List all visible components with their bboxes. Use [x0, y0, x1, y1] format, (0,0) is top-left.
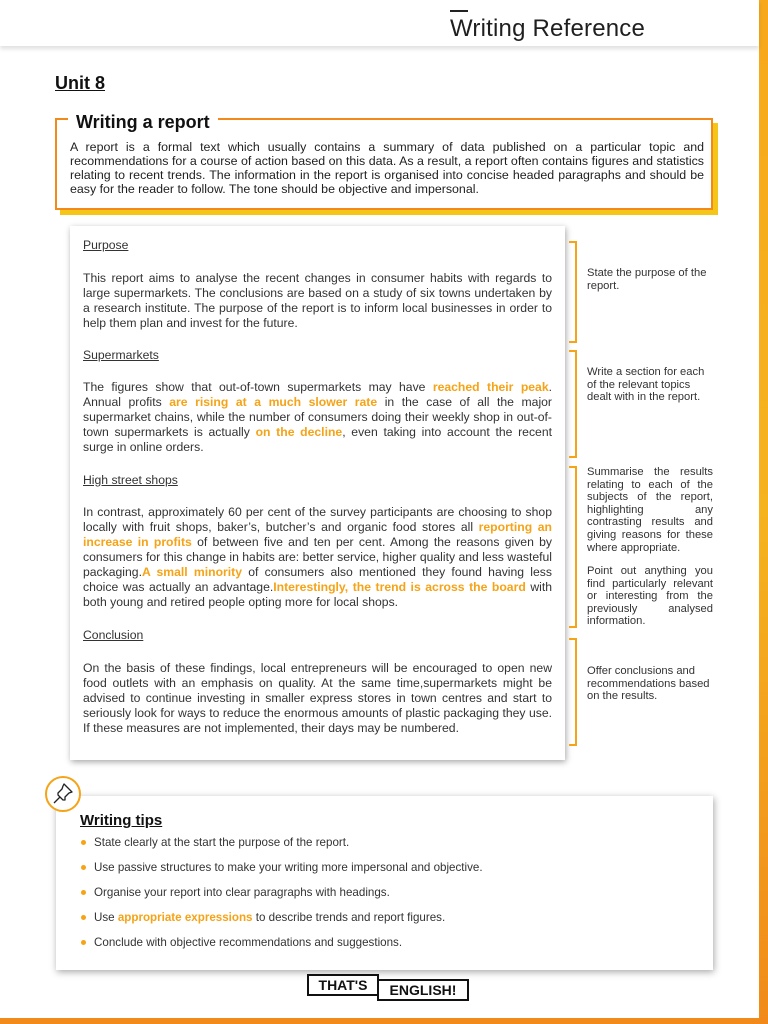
highlight-phrase: are rising at a much slower rate: [169, 395, 378, 409]
header-bar: [0, 0, 759, 46]
tip-item: Use passive structures to make your writing more impersonal and objective.: [94, 861, 483, 874]
supermarkets-text: [83, 380, 552, 455]
tip-bullet: [81, 890, 86, 895]
high-street-text: [83, 505, 552, 610]
header-mark: [450, 10, 468, 12]
pushpin-icon: [45, 776, 81, 812]
supermarkets-heading: Supermarkets: [83, 348, 159, 362]
highlight-phrase: reached their peak: [432, 380, 549, 394]
supermarkets-text-part: in the case of all the major supermarket chains, while the number of consumers doing their weekly shop in out-of-town supermarkets is actually: [83, 395, 552, 439]
supermarkets-text-part: , even taking into account the recent surge in online orders.: [83, 425, 552, 454]
highlight-phrase: appropriate expressions: [117, 911, 253, 924]
tip-item: Organise your report into clear paragraphs with headings.: [94, 886, 390, 899]
highlight-phrase: A small minority: [141, 565, 242, 579]
tip-item: [94, 911, 445, 924]
tip-item: State clearly at the start the purpose of the report.: [94, 836, 350, 849]
tip-bullet: [81, 865, 86, 870]
high-street-text-part: with both young and retired people opting more for local shops.: [83, 580, 552, 609]
purpose-text: This report aims to analyse the recent changes in consumer habits with regards to large supermarkets. The conclusions are based on a study of six towns undertaken by a research institute. The purpose of the report is to inform local businesses in order to help them plan and invest for the future.: [83, 271, 552, 330]
tip-bullet: [81, 940, 86, 945]
conclusion-heading: Conclusion: [83, 628, 144, 642]
note-sections: Write a section for each of the relevant topics dealt with in the report.: [587, 366, 705, 404]
intro-text: A report is a formal text which usually contains a summary of data published on a particular topic and recommendations for a course of action based on this data. As a result, a report often contains figures and statistics relating to recent trends. The information in the report is organised into concise headed paragraphs and should be easy for the reader to follow. The tone should be objective and impersonal.: [70, 140, 704, 196]
tip-bullet: [81, 840, 86, 845]
purpose-heading: Purpose: [83, 238, 129, 252]
logo-word-2: ENGLISH!: [389, 982, 457, 998]
bracket-conclusion: [569, 638, 577, 746]
supermarkets-text-part: . Annual profits: [83, 380, 552, 409]
note-summarise: Summarise the results relating to each of the subjects of the report, highlighting any contrasting results and giving reasons for these where appropriate.: [587, 466, 713, 554]
bracket-sections: [569, 350, 577, 458]
unit-title: Unit 8: [55, 73, 106, 93]
thats-english-logo: [307, 972, 470, 1002]
tip-item-part: Use: [94, 911, 118, 924]
highlight-phrase: Interestingly, the trend is across the board: [273, 580, 526, 594]
high-street-text-part: In contrast, approximately 60 per cent of the survey participants are choosing to shop locally with fruit shops, baker’s, butcher’s and organic food stores all: [83, 505, 552, 534]
highlight-phrase: on the decline: [255, 425, 343, 439]
high-street-text-part: of consumers also mentioned they found having less choice was actually an advantage.: [83, 565, 552, 594]
bracket-summarise: [569, 466, 577, 628]
tips-title: Writing tips: [80, 812, 163, 829]
high-street-text-part: of between five and ten per cent. Among the reasons given by consumers for this change in habits are: better service, higher quality and less wasteful packaging.: [83, 535, 553, 579]
supermarkets-text-part: The figures show that out-of-town supermarkets may have: [83, 380, 433, 394]
note-purpose: State the purpose of the report.: [587, 267, 707, 292]
highlight-phrase: reporting an increase in profits: [83, 520, 552, 549]
bracket-purpose: [569, 241, 577, 343]
tip-item: Conclude with objective recommendations and suggestions.: [94, 936, 403, 949]
high-street-heading: High street shops: [83, 473, 178, 487]
note-offer: Offer conclusions and recommendations based on the results.: [587, 665, 710, 703]
tip-item-part: to describe trends and report figures.: [252, 911, 446, 924]
tip-bullet: [81, 915, 86, 920]
intro-heading: Writing a report: [68, 112, 218, 133]
logo-word-1: THAT'S: [318, 977, 368, 993]
conclusion-text: On the basis of these findings, local entrepreneurs will be encouraged to open new food outlets with an emphasis on quality. At the same time,supermarkets might be advised to continue investing in smaller express stores in town centres and start to seriously look for ways to reduce the enormous amounts of plastic packaging they use. If these measures are not implemented, their days may be numbered.: [83, 661, 552, 735]
page-title: Writing Reference: [450, 15, 646, 42]
note-point-out: Point out anything you find particularly relevant or interesting from the previously analysed information.: [587, 565, 713, 628]
